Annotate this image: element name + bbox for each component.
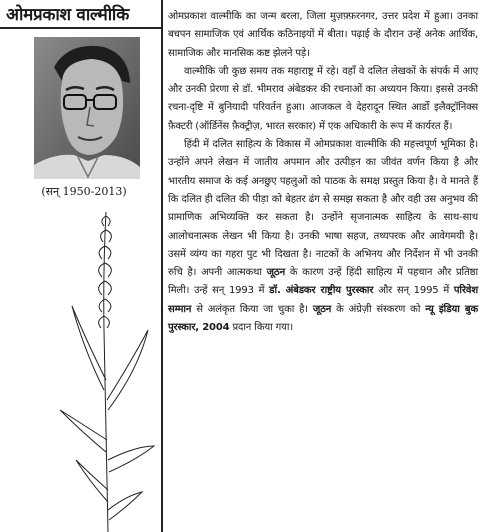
award-ambedkar: डॉ. अंबेडकर राष्ट्रीय पुरस्कार	[269, 285, 374, 297]
photo-caption: (सन् 1950-2013)	[41, 185, 127, 198]
book-title-joothan: जूठन	[266, 267, 285, 279]
paragraph-3-text: और सन् 1995 में	[373, 285, 454, 297]
award-parivesh: परिवेश सम्मान	[168, 285, 478, 315]
biography-paragraph-3	[168, 136, 478, 337]
column-divider	[161, 0, 163, 532]
book-title-joothan-2: जूठन	[312, 303, 332, 315]
biography-paragraph-1: ओमप्रकाश वाल्मीकि का जन्म बरला, जिला मुज़फ़्फ़रनगर, उत्तर प्रदेश में हुआ। उनका बचपन सामाजिक एवं आर्थिक कठिनाइयों में बीता। पढ़ाई के दौरान उन्हें अनेक आर्थिक, सामाजिक और मानसिक कष्ट झेलने पड़े।	[168, 11, 478, 59]
author-photo	[34, 37, 140, 179]
paragraph-3-text: से अलंकृत किया जा चुका है।	[191, 303, 313, 315]
paragraph-3-text: हिंदी में दलित साहित्य के विकास में ओमप्रकाश वाल्मीकि की महत्त्वपूर्ण भूमिका है। उन्होंने अपने लेखन में जातीय अपमान और उत्पीड़न का जीवंत वर्णन किया है और भारतीय समाज के कई अनछुए पहलुओं को पाठक के समक्ष प्रस्तुत किया है। वे मानते हैं कि दलित ही दलित की पीड़ा को बेहतर ढंग से समझ सकता है और वही उस अनुभव की प्रामाणिक अभिव्यक्ति कर सकता है। उन्होंने सृजनात्मक साहित्य के साथ-साथ आलोचनात्मक लेखन भी किया है। उनकी भाषा सहज, तथ्यपरक और आवेगमयी है। उसमें व्यंग्य का गहरा पुट भी दिखता है। नाटकों के अभिनय और निर्देशन में भी उनकी रुचि है। अपनी आत्मकथा	[168, 139, 478, 279]
paragraph-3-text: प्रदान किया गया।	[229, 322, 293, 334]
plant-sketch-illustration	[56, 210, 156, 532]
biography-text	[168, 8, 478, 337]
biography-paragraph-2: वाल्मीकि जी कुछ समय तक महाराष्ट्र में रहे। वहाँ वे दलित लेखकों के संपर्क में आए और उनकी प्रेरणा से डॉ. भीमराव अंबेडकर की रचनाओं का अध्ययन किया। इससे उनकी रचना-दृष्टि में बुनियादी परिवर्तन हुआ। आजकल वे देहरादून स्थित आर्डो इलैक्ट्रॉनिक्स फ़ैक्टरी (ऑर्डिनेंस फ़ैक्ट्रीज़, भारत सरकार) में एक अधिकारी के रूप में कार्यरत हैं।	[168, 65, 478, 132]
award-new-india-book: न्यू इंडिया बुक पुरस्कार, 2004	[168, 303, 478, 334]
heading-underline	[0, 27, 162, 29]
paragraph-3-text: के अंग्रेज़ी संस्करण को	[331, 303, 426, 315]
author-name-heading: ओमप्रकाश वाल्मीकि	[6, 5, 130, 25]
paragraph-3-text: के कारण उन्हें हिंदी साहित्य में पहचान और प्रतिष्ठा मिली। उन्हें सन् 1993 में	[168, 267, 478, 297]
